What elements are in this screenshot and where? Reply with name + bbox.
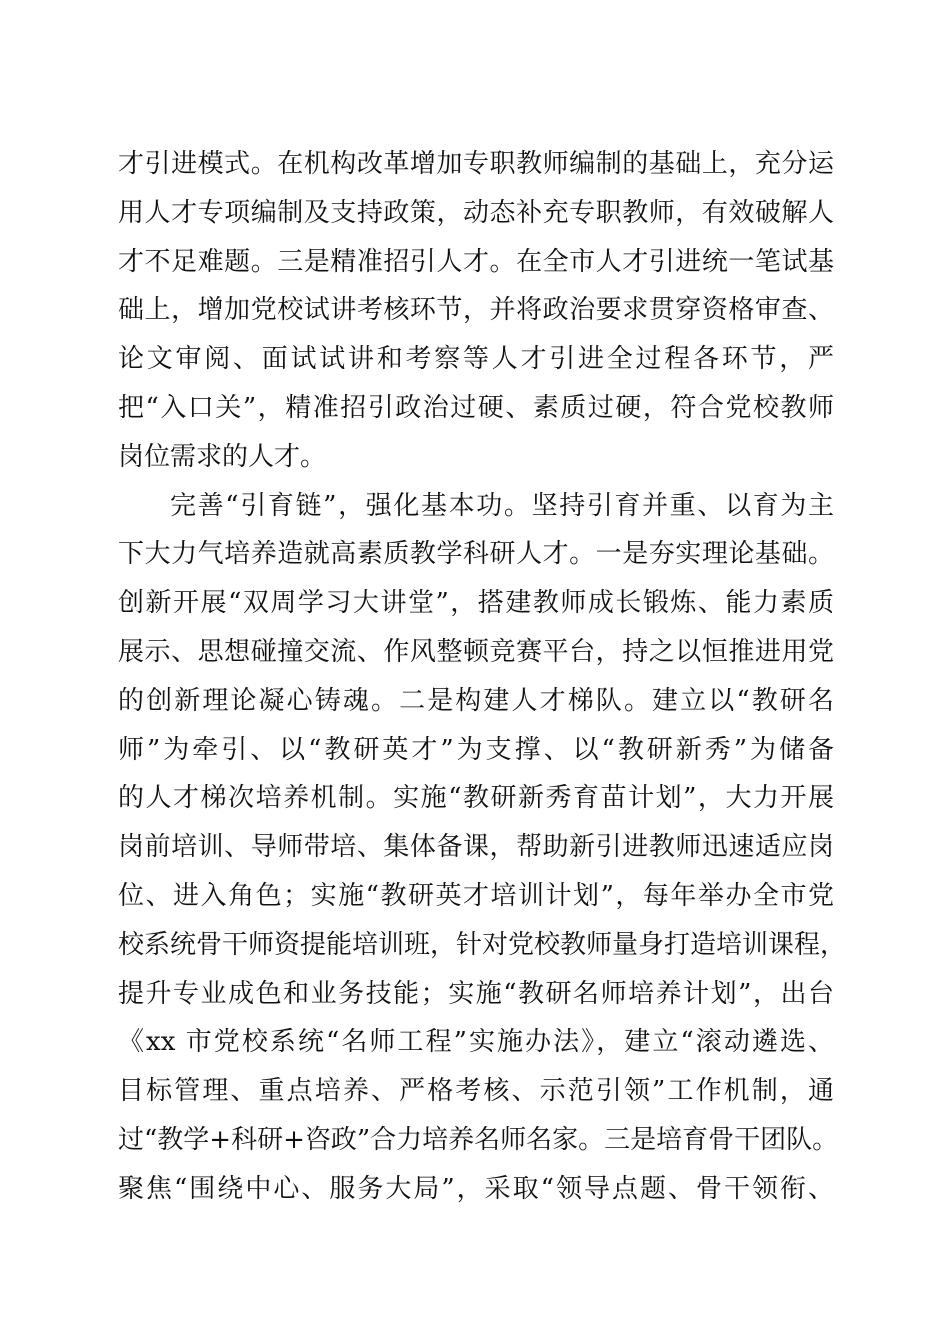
text-line: 论文审阅、面试试讲和考察等人才引进全过程各环节，严 <box>118 344 834 375</box>
text-line: 创新开展“双周学习大讲堂”，搭建教师成长锻炼、能力素质 <box>118 588 834 619</box>
text-line: 础上，增加党校试讲考核环节，并将政治要求贯穿资格审查、 <box>118 295 834 326</box>
text-line: 才引进模式。在机构改革增加专职教师编制的基础上，充分运 <box>118 149 834 179</box>
text-line: 《xx 市党校系统“名师工程”实施办法》，建立“滚动遴选、 <box>118 1027 834 1058</box>
text-line: 提升专业成色和业务技能；实施“教研名师培养计划”，出台 <box>118 978 834 1009</box>
text-line: 的人才梯次培养机制。实施“教研新秀育苗计划”，大力开展 <box>118 783 834 814</box>
text-line: 才不足难题。三是精准招引人才。在全市人才引进统一笔试基 <box>118 246 834 277</box>
text-line: 岗前培训、导师带培、集体备课，帮助新引进教师迅速适应岗 <box>118 832 834 863</box>
text-line: 师”为牵引、以“教研英才”为支撑、以“教研新秀”为储备 <box>118 734 834 765</box>
text-line: 岗位需求的人才。 <box>118 441 327 472</box>
text-line: 过“教学+科研+咨政”合力培养名师名家。三是培育骨干团队。 <box>118 1124 839 1155</box>
text-line: 下大力气培养造就高素质教学科研人才。一是夯实理论基础。 <box>118 539 834 570</box>
text-line: 把“入口关”，精准招引政治过硬、素质过硬，符合党校教师 <box>118 392 834 423</box>
body-text <box>118 140 847 1214</box>
paragraph-first-line: 完善“引育链”，强化基本功。坚持引育并重、以育为主 <box>170 490 834 521</box>
text-line: 聚焦“围绕中心、服务大局”，采取“领导点题、骨干领衔、 <box>118 1173 834 1204</box>
text-line: 用人才专项编制及支持政策，动态补充专职教师，有效破解人 <box>118 197 834 228</box>
text-line: 校系统骨干师资提能培训班，针对党校教师量身打造培训课程， <box>118 929 847 960</box>
text-line: 展示、思想碰撞交流、作风整顿竞赛平台，持之以恒推进用党 <box>118 636 834 667</box>
text-line: 的创新理论凝心铸魂。二是构建人才梯队。建立以“教研名 <box>118 685 834 716</box>
text-line: 位、进入角色；实施“教研英才培训计划”，每年举办全市党 <box>118 880 834 911</box>
text-line: 目标管理、重点培养、严格考核、示范引领”工作机制，通 <box>118 1076 834 1107</box>
